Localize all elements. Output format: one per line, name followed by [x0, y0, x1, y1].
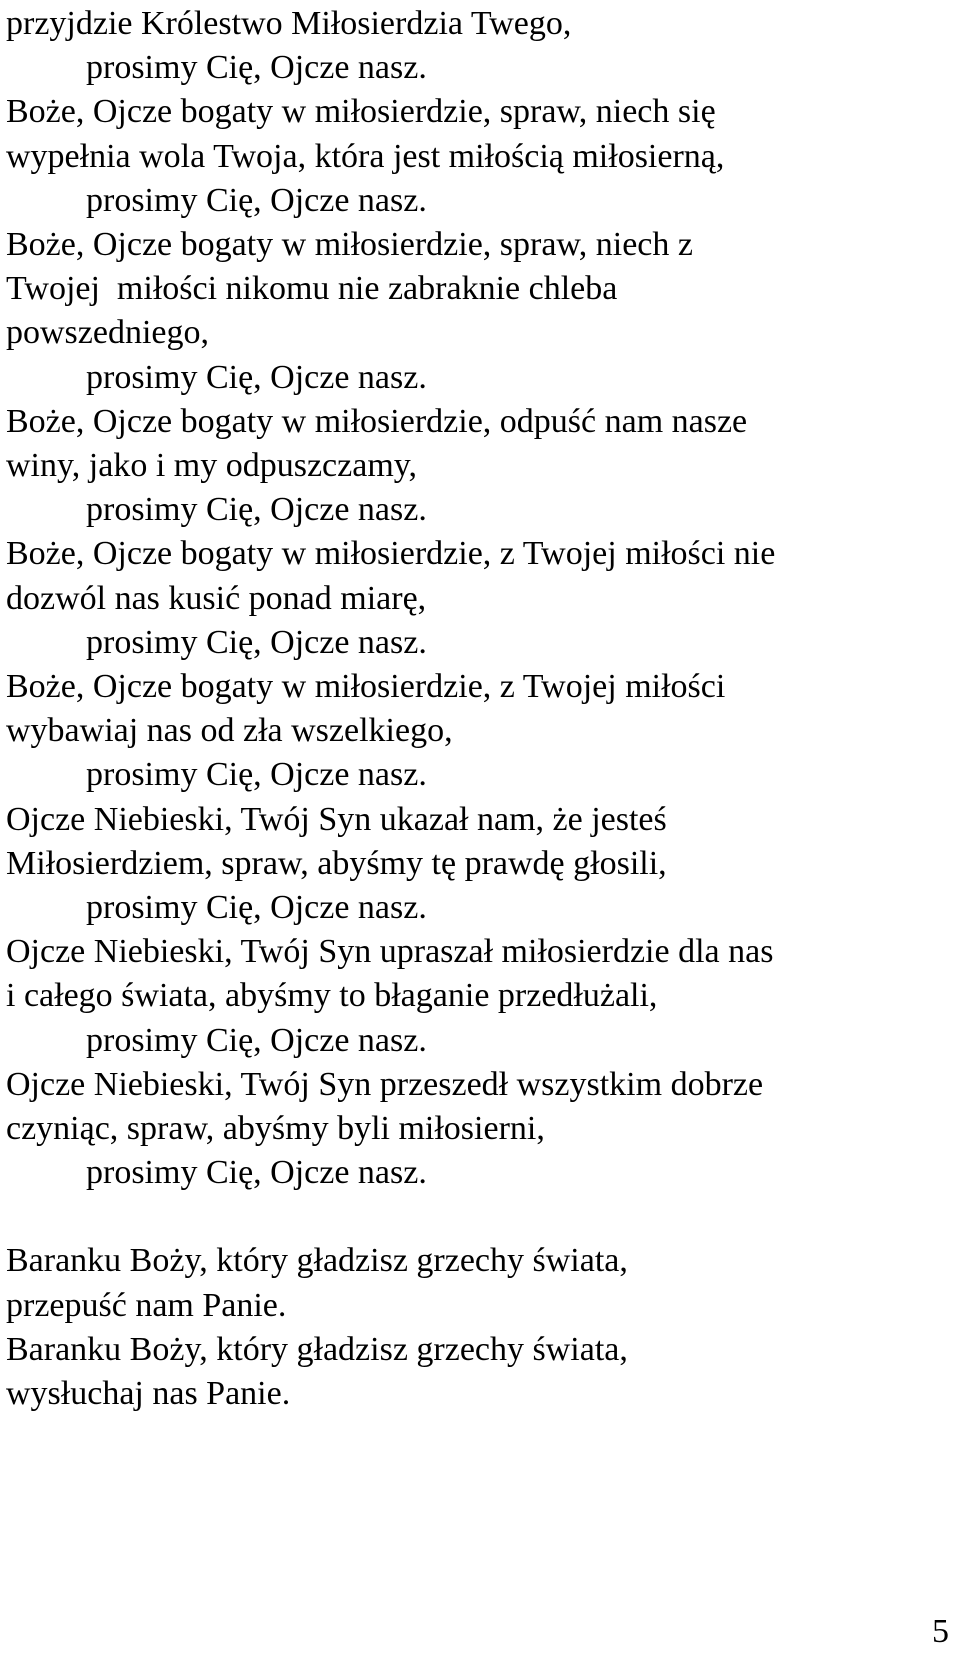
response-line: prosimy Cię, Ojcze nasz. [86, 756, 427, 794]
invocation-line: dozwól nas kusić ponad miarę, [6, 579, 427, 617]
invocation-line: Boże, Ojcze bogaty w miłosierdzie, spraw, niech z [6, 226, 693, 264]
invocation-line: Ojcze Niebieski, Twój Syn upraszał miłosierdzie dla nas [6, 933, 774, 971]
invocation-line: wybawiaj nas od zła wszelkiego, [6, 712, 453, 750]
invocation-line: wypełnia wola Twoja, która jest miłością miłosierną, [6, 137, 725, 175]
invocation-line: Ojcze Niebieski, Twój Syn przeszedł wszystkim dobrze [6, 1065, 764, 1103]
invocation-line: Boże, Ojcze bogaty w miłosierdzie, z Twojej miłości [6, 668, 726, 706]
invocation-line: Twojej miłości nikomu nie zabraknie chleba [6, 270, 618, 308]
response-line: prosimy Cię, Ojcze nasz. [86, 358, 427, 396]
invocation-line: czyniąc, spraw, abyśmy byli miłosierni, [6, 1110, 545, 1148]
section-gap [6, 1195, 960, 1239]
response-line: prosimy Cię, Ojcze nasz. [86, 1021, 427, 1059]
invocation-line: winy, jako i my odpuszczamy, [6, 447, 418, 485]
response-line: prosimy Cię, Ojcze nasz. [86, 623, 427, 661]
invocation-line: Boże, Ojcze bogaty w miłosierdzie, z Twojej miłości nie [6, 535, 776, 573]
invocation-line: i całego świata, abyśmy to błaganie przedłużali, [6, 977, 658, 1015]
agnus-line: przepuść nam Panie. [6, 1286, 287, 1324]
invocation-line: Miłosierdziem, spraw, abyśmy tę prawdę głosili, [6, 844, 667, 882]
response-line: prosimy Cię, Ojcze nasz. [86, 1154, 427, 1192]
response-line: prosimy Cię, Ojcze nasz. [86, 491, 427, 529]
invocation-line: powszedniego, [6, 314, 210, 352]
invocation-line: Ojcze Niebieski, Twój Syn ukazał nam, że jesteś [6, 800, 667, 838]
response-line: prosimy Cię, Ojcze nasz. [86, 181, 427, 219]
response-line: prosimy Cię, Ojcze nasz. [86, 889, 427, 927]
invocation-line: Boże, Ojcze bogaty w miłosierdzie, spraw, niech się [6, 93, 716, 131]
litany-section [6, 2, 960, 1195]
agnus-dei-section [6, 1239, 960, 1416]
agnus-line: wysłuchaj nas Panie. [6, 1375, 291, 1413]
agnus-line: Baranku Boży, który gładzisz grzechy świata, [6, 1330, 628, 1368]
agnus-line: Baranku Boży, który gładzisz grzechy świata, [6, 1242, 628, 1280]
invocation-line: Boże, Ojcze bogaty w miłosierdzie, odpuść nam nasze [6, 402, 748, 440]
page-number: 5 [932, 1613, 949, 1650]
response-line: prosimy Cię, Ojcze nasz. [86, 49, 427, 87]
invocation-line: przyjdzie Królestwo Miłosierdzia Twego, [6, 5, 572, 42]
